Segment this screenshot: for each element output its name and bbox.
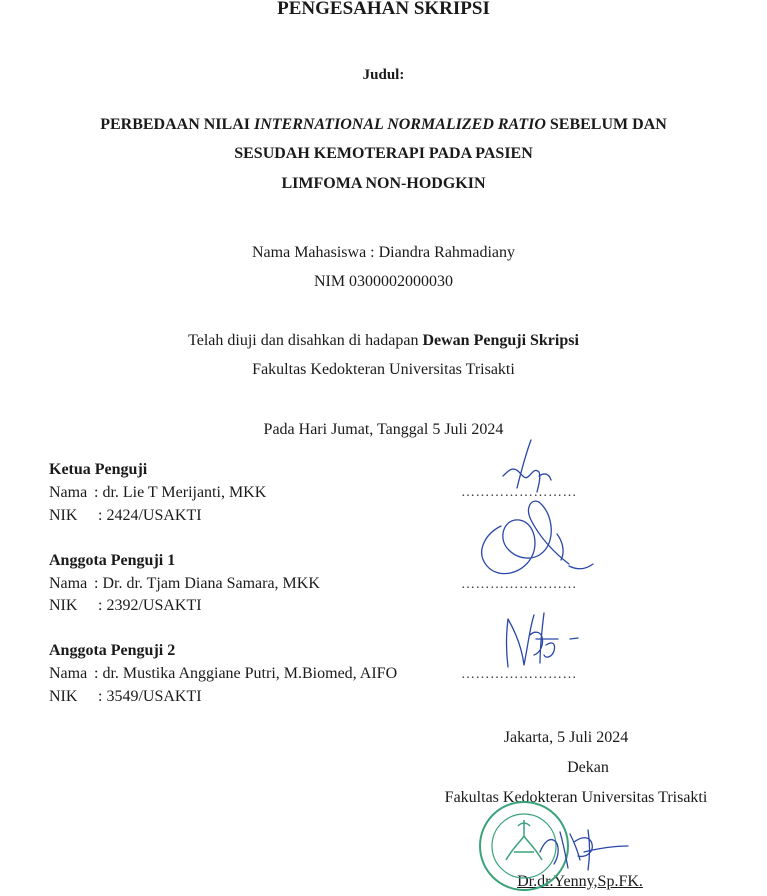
examiner-2-nama-label: Nama bbox=[49, 575, 88, 592]
examiner-2-signature-line: …………………… bbox=[461, 577, 577, 592]
examiner-3-nama-label: Nama bbox=[49, 665, 88, 682]
examiner-2-nik-label: NIK bbox=[49, 597, 78, 614]
examiner-1-nik: : 2424/USAKTI bbox=[98, 507, 202, 524]
approval-board: Dewan Penguji Skripsi bbox=[422, 332, 579, 349]
dean-name: Dr.dr.Yenny,Sp.FK. bbox=[517, 873, 643, 890]
examiner-3-signature-line: …………………… bbox=[461, 667, 577, 682]
examiner-3-role: Anggota Penguji 2 bbox=[49, 642, 176, 659]
thesis-title-line-1 bbox=[0, 116, 767, 134]
signature-dean bbox=[530, 812, 640, 882]
dean-title: Dekan bbox=[567, 759, 609, 776]
examiner-3-nik: : 3549/USAKTI bbox=[98, 688, 202, 705]
judul-label: Judul: bbox=[362, 67, 405, 83]
approval-text: Telah diuji dan disahkan di hadapan bbox=[188, 332, 423, 349]
examiner-1-nik-label: NIK bbox=[49, 507, 78, 524]
signature-anggota-penguji-2 bbox=[500, 605, 600, 680]
examiner-1-nama-label: Nama bbox=[49, 484, 88, 501]
examiner-3-nik-label: NIK bbox=[49, 688, 78, 705]
dean-faculty: Fakultas Kedokteran Universitas Trisakti bbox=[444, 789, 708, 806]
examiner-1-nama: : dr. Lie T Merijanti, MKK bbox=[94, 484, 267, 501]
exam-date: Pada Hari Jumat, Tanggal 5 Juli 2024 bbox=[263, 421, 504, 438]
student-nim: NIM 0300002000030 bbox=[313, 273, 454, 290]
thesis-title-part-a: PERBEDAAN NILAI bbox=[100, 116, 254, 133]
thesis-title-part-b: SEBELUM DAN bbox=[545, 116, 667, 133]
thesis-title-italic: INTERNATIONAL NORMALIZED RATIO bbox=[253, 116, 546, 133]
examiner-2-nama: : Dr. dr. Tjam Diana Samara, MKK bbox=[94, 575, 320, 592]
dean-place-date: Jakarta, 5 Juli 2024 bbox=[503, 729, 629, 746]
thesis-title-line-2: SESUDAH KEMOTERAPI PADA PASIEN bbox=[234, 145, 533, 162]
approval-faculty: Fakultas Kedokteran Universitas Trisakti bbox=[252, 361, 515, 378]
thesis-title-line-3: LIMFOMA NON-HODGKIN bbox=[281, 175, 486, 192]
examiner-2-role: Anggota Penguji 1 bbox=[49, 552, 176, 569]
student-name: Nama Mahasiswa : Diandra Rahmadiany bbox=[251, 244, 516, 261]
examiner-2-nik: : 2392/USAKTI bbox=[98, 597, 202, 614]
examiner-1-signature-line: …………………… bbox=[461, 485, 577, 500]
examiner-1-role: Ketua Penguji bbox=[49, 461, 148, 478]
examiner-3-nama: : dr. Mustika Anggiane Putri, M.Biomed, AIFO bbox=[94, 665, 398, 682]
approval-statement bbox=[0, 332, 767, 350]
signature-anggota-penguji-1 bbox=[473, 494, 603, 589]
page-title: PENGESAHAN SKRIPSI bbox=[277, 0, 490, 19]
